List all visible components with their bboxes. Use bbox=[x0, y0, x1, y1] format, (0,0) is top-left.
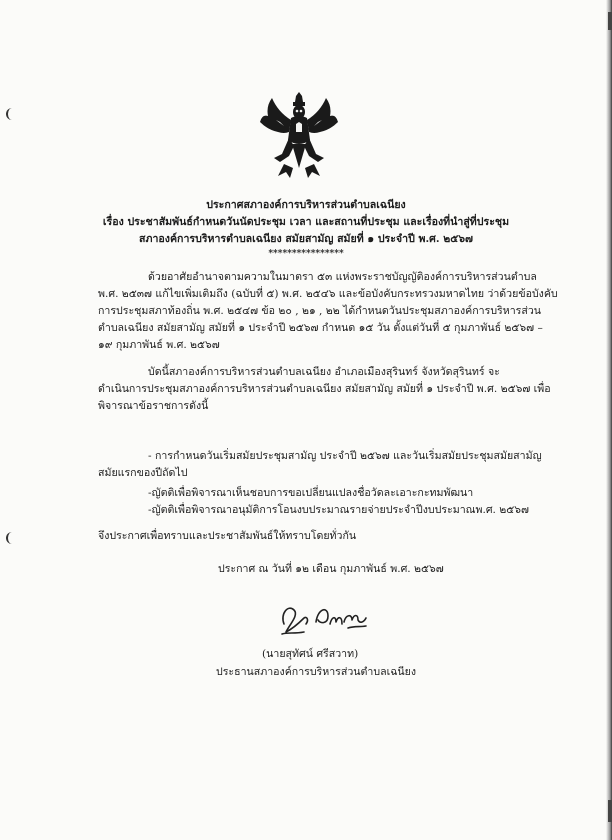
agenda-item-1-continued: สมัยแรกของปีถัดไป bbox=[98, 467, 188, 479]
agenda-item-3: -ญัตติเพื่อพิจารณาอนุมัติการโอนงบประมาณรายจ่ายประจำปีงบประมาณพ.ศ. ๒๕๖๗ bbox=[148, 504, 529, 516]
paragraph-1-line: ด้วยอาศัยอำนาจตามความในมาตรา ๕๓ แห่งพระราชบัญญัติองค์การบริหารส่วนตำบล bbox=[148, 271, 537, 283]
signatory-position: ประธานสภาองค์การบริหารส่วนตำบลเฉนียง bbox=[216, 666, 417, 678]
punch-hole-mark bbox=[6, 108, 18, 120]
agenda-item-2: -ญัตติเพื่อพิจารณาเห็นชอบการขอเปลี่ยนแปลงชื่อวัดละเอาะกะทมพัฒนา bbox=[148, 487, 474, 499]
page-edge-mark bbox=[608, 12, 612, 30]
paragraph-1-line: การประชุมสภาท้องถิ่น พ.ศ. ๒๕๔๗ ข้อ ๒๐ , ๒๑ , ๒๒ ได้กำหนดวันประชุมสภาองค์การบริหารส่วน bbox=[98, 305, 542, 317]
paragraph-2-line: พิจารณาข้อราชการดังนี้ bbox=[98, 400, 209, 412]
page-edge-shadow bbox=[606, 0, 612, 840]
page-edge-mark bbox=[608, 800, 612, 822]
signatory-name: (นายสุทัศน์ ศรีสวาท) bbox=[262, 648, 359, 660]
announcement-subject-continued: สภาองค์การบริหารตำบลเฉนียง สมัยสามัญ สมัยที่ ๑ ประจำปี พ.ศ. ๒๕๖๗ bbox=[139, 233, 473, 245]
announcement-subject: เรื่อง ประชาสัมพันธ์กำหนดวันนัดประชุม เวลา และสถานที่ประชุม และเรื่องที่นำสู่ที่ประชุม bbox=[102, 216, 510, 228]
paragraph-2-line: ดำเนินการประชุมสภาองค์การบริหารส่วนตำบลเฉนียง สมัยสามัญ สมัยที่ ๑ ประจำปี พ.ศ. ๒๕๖๗ เพื่อ bbox=[98, 383, 551, 395]
garuda-emblem bbox=[258, 92, 340, 180]
paragraph-1-line: พ.ศ. ๒๕๓๗ แก้ไขเพิ่มเติมถึง (ฉบับที่ ๕) พ.ศ. ๒๕๔๖ และข้อบังคับกระทรวงมหาดไทย ว่าด้วยข้อบังคับ bbox=[98, 288, 558, 300]
title-divider: **************** bbox=[268, 249, 344, 259]
paragraph-2-line: บัดนี้สภาองค์การบริหารส่วนตำบลเฉนียง อำเภอเมืองสุรินทร์ จังหวัดสุรินทร์ จะ bbox=[148, 366, 500, 378]
agenda-item-1: - การกำหนดวันเริ่มสมัยประชุมสามัญ ประจำปี ๒๕๖๗ และวันเริ่มสมัยประชุมสมัยสามัญ bbox=[148, 450, 542, 462]
announcement-date: ประกาศ ณ วันที่ ๑๒ เดือน กุมภาพันธ์ พ.ศ. ๒๕๖๗ bbox=[218, 563, 444, 575]
handwritten-signature bbox=[274, 594, 374, 642]
closing-statement: จึงประกาศเพื่อทราบและประชาสัมพันธ์ให้ทราบโดยทั่วกัน bbox=[98, 530, 357, 542]
announcement-title: ประกาศสภาองค์การบริหารส่วนตำบลเฉนียง bbox=[206, 199, 406, 211]
paragraph-1-line: ๑๙ กุมภาพันธ์ พ.ศ. ๒๕๖๗ bbox=[98, 339, 220, 351]
punch-hole-mark bbox=[6, 532, 18, 544]
paragraph-1-line: ตำบลเฉนียง สมัยสามัญ สมัยที่ ๑ ประจำปี ๒๕๖๗ กำหนด ๑๕ วัน ตั้งแต่วันที่ ๕ กุมภาพันธ์ ๒๕๖๗ – bbox=[98, 322, 543, 334]
